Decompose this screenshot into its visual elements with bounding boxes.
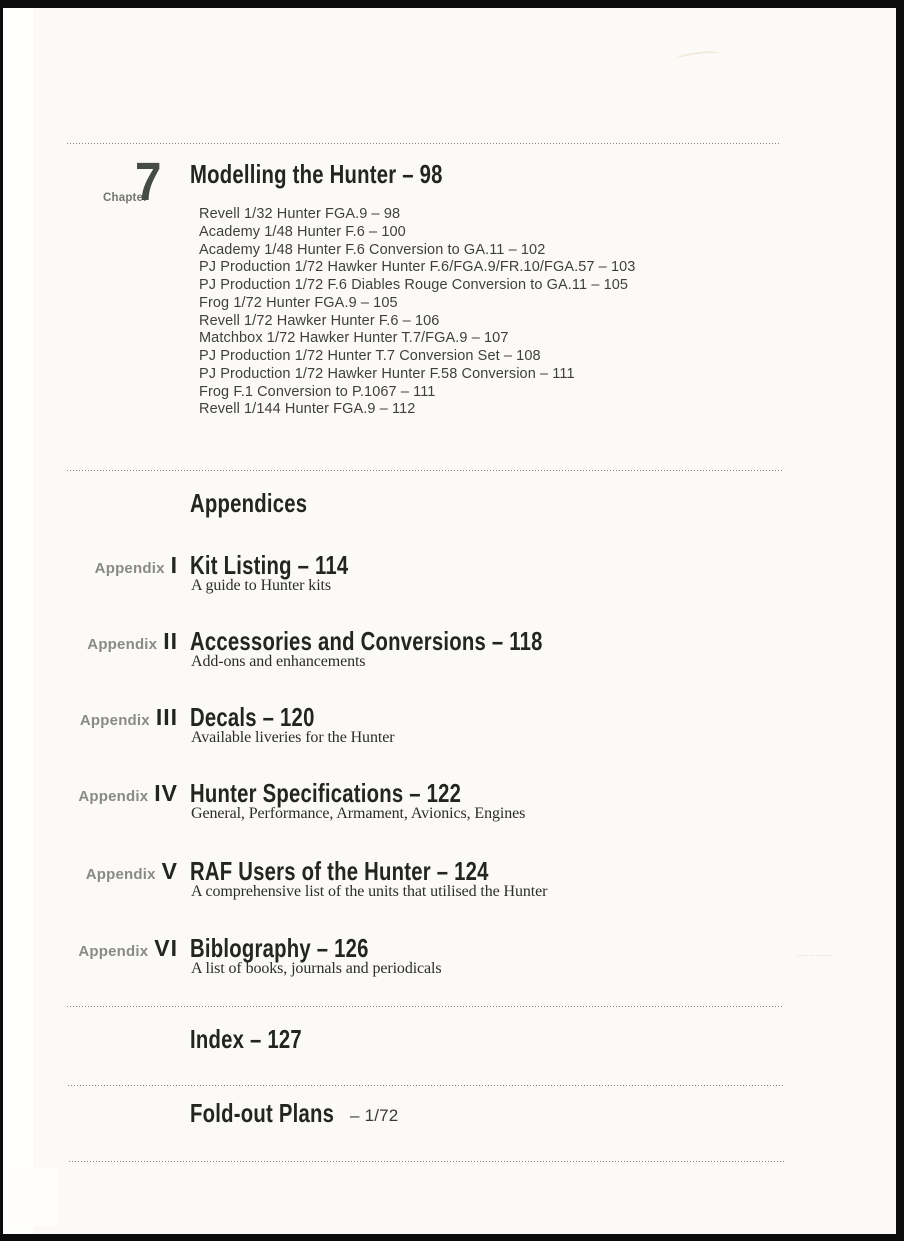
- appendix-title: RAF Users of the Hunter – 124: [190, 856, 489, 886]
- appendix-entry-6: [3, 935, 896, 1005]
- list-item: Frog 1/72 Hunter FGA.9 – 105: [199, 294, 398, 311]
- list-item: PJ Production 1/72 F.6 Diables Rouge Conversion to GA.11 – 105: [199, 277, 629, 293]
- dotted-divider-index: [67, 1006, 783, 1008]
- dotted-divider-foldout: [68, 1085, 785, 1087]
- list-item: Revell 1/32 Hunter FGA.9 – 98: [199, 206, 401, 222]
- list-item: PJ Production 1/72 Hawker Hunter F.58 Conversion – 111: [199, 365, 575, 382]
- appendix-numeral: VI: [154, 935, 178, 961]
- dotted-divider-appendices: [67, 470, 783, 472]
- scan-smudge-artifact: [675, 49, 722, 65]
- chapter-title: Modelling the Hunter – 98: [190, 159, 443, 189]
- foldout-plans-row: [190, 1098, 399, 1128]
- list-item: Frog F.1 Conversion to P.1067 – 111: [199, 383, 436, 400]
- appendix-title: Decals – 120: [190, 702, 315, 732]
- appendix-word: Appendix: [78, 788, 149, 805]
- appendix-subtitle: A comprehensive list of the units that utilised the Hunter: [191, 883, 548, 900]
- appendix-word: Appendix: [94, 560, 165, 577]
- appendix-numeral: IV: [154, 780, 178, 806]
- appendix-title: Biblography – 126: [190, 933, 369, 963]
- appendix-word: Appendix: [79, 712, 150, 729]
- appendix-title: Kit Listing – 114: [190, 550, 349, 580]
- appendix-label: [40, 858, 178, 888]
- appendix-label: [40, 704, 178, 734]
- foldout-title: Fold-out Plans: [190, 1098, 335, 1128]
- foldout-scale: – 1/72: [350, 1106, 399, 1125]
- list-item: Matchbox 1/72 Hawker Hunter T.7/FGA.9 – 107: [199, 330, 509, 347]
- appendix-word: Appendix: [78, 943, 149, 960]
- appendix-title: Accessories and Conversions – 118: [190, 626, 543, 656]
- appendix-entry-5: [3, 858, 896, 928]
- appendix-subtitle: Available liveries for the Hunter: [191, 729, 395, 746]
- appendix-title: Hunter Specifications – 122: [190, 778, 462, 808]
- appendix-entry-3: [3, 704, 896, 774]
- appendix-subtitle: A list of books, journals and periodicals: [191, 960, 442, 977]
- index-title: Index – 127: [190, 1024, 302, 1054]
- appendix-label: [40, 935, 178, 965]
- list-item: Revell 1/72 Hawker Hunter F.6 – 106: [199, 312, 440, 329]
- appendix-entry-1: [3, 552, 896, 622]
- chapter-label: Chapter: [103, 192, 148, 204]
- page-surface: [3, 8, 896, 1234]
- chapter-number: 7: [135, 152, 162, 212]
- appendix-numeral: V: [161, 858, 178, 884]
- list-item: Academy 1/48 Hunter F.6 Conversion to GA.11 – 102: [199, 241, 546, 258]
- appendix-word: Appendix: [85, 866, 156, 883]
- appendix-subtitle: Add-ons and enhancements: [191, 653, 366, 670]
- appendix-subtitle: General, Performance, Armament, Avionics, Engines: [191, 805, 526, 822]
- appendix-word: Appendix: [87, 636, 158, 653]
- appendix-entry-2: [3, 628, 896, 698]
- appendix-numeral: III: [155, 704, 178, 730]
- appendix-entry-4: [3, 780, 896, 850]
- list-item: Academy 1/48 Hunter F.6 – 100: [199, 223, 406, 240]
- list-item: Revell 1/144 Hunter FGA.9 – 112: [199, 401, 416, 418]
- appendix-numeral: I: [170, 552, 178, 578]
- list-item: PJ Production 1/72 Hawker Hunter F.6/FGA.9/FR.10/FGA.57 – 103: [199, 259, 636, 276]
- appendix-label: [40, 552, 178, 582]
- dotted-divider-bottom: [69, 1161, 784, 1163]
- appendix-label: [40, 628, 178, 658]
- appendix-label: [40, 780, 178, 810]
- appendices-section-title: Appendices: [190, 488, 308, 518]
- dotted-divider-top: [67, 143, 779, 145]
- appendix-subtitle: A guide to Hunter kits: [191, 577, 332, 594]
- list-item: PJ Production 1/72 Hunter T.7 Conversion Set – 108: [199, 348, 541, 364]
- scan-light-patch: [8, 1168, 58, 1226]
- appendix-numeral: II: [163, 628, 178, 654]
- chapter-contents-list: [199, 206, 635, 419]
